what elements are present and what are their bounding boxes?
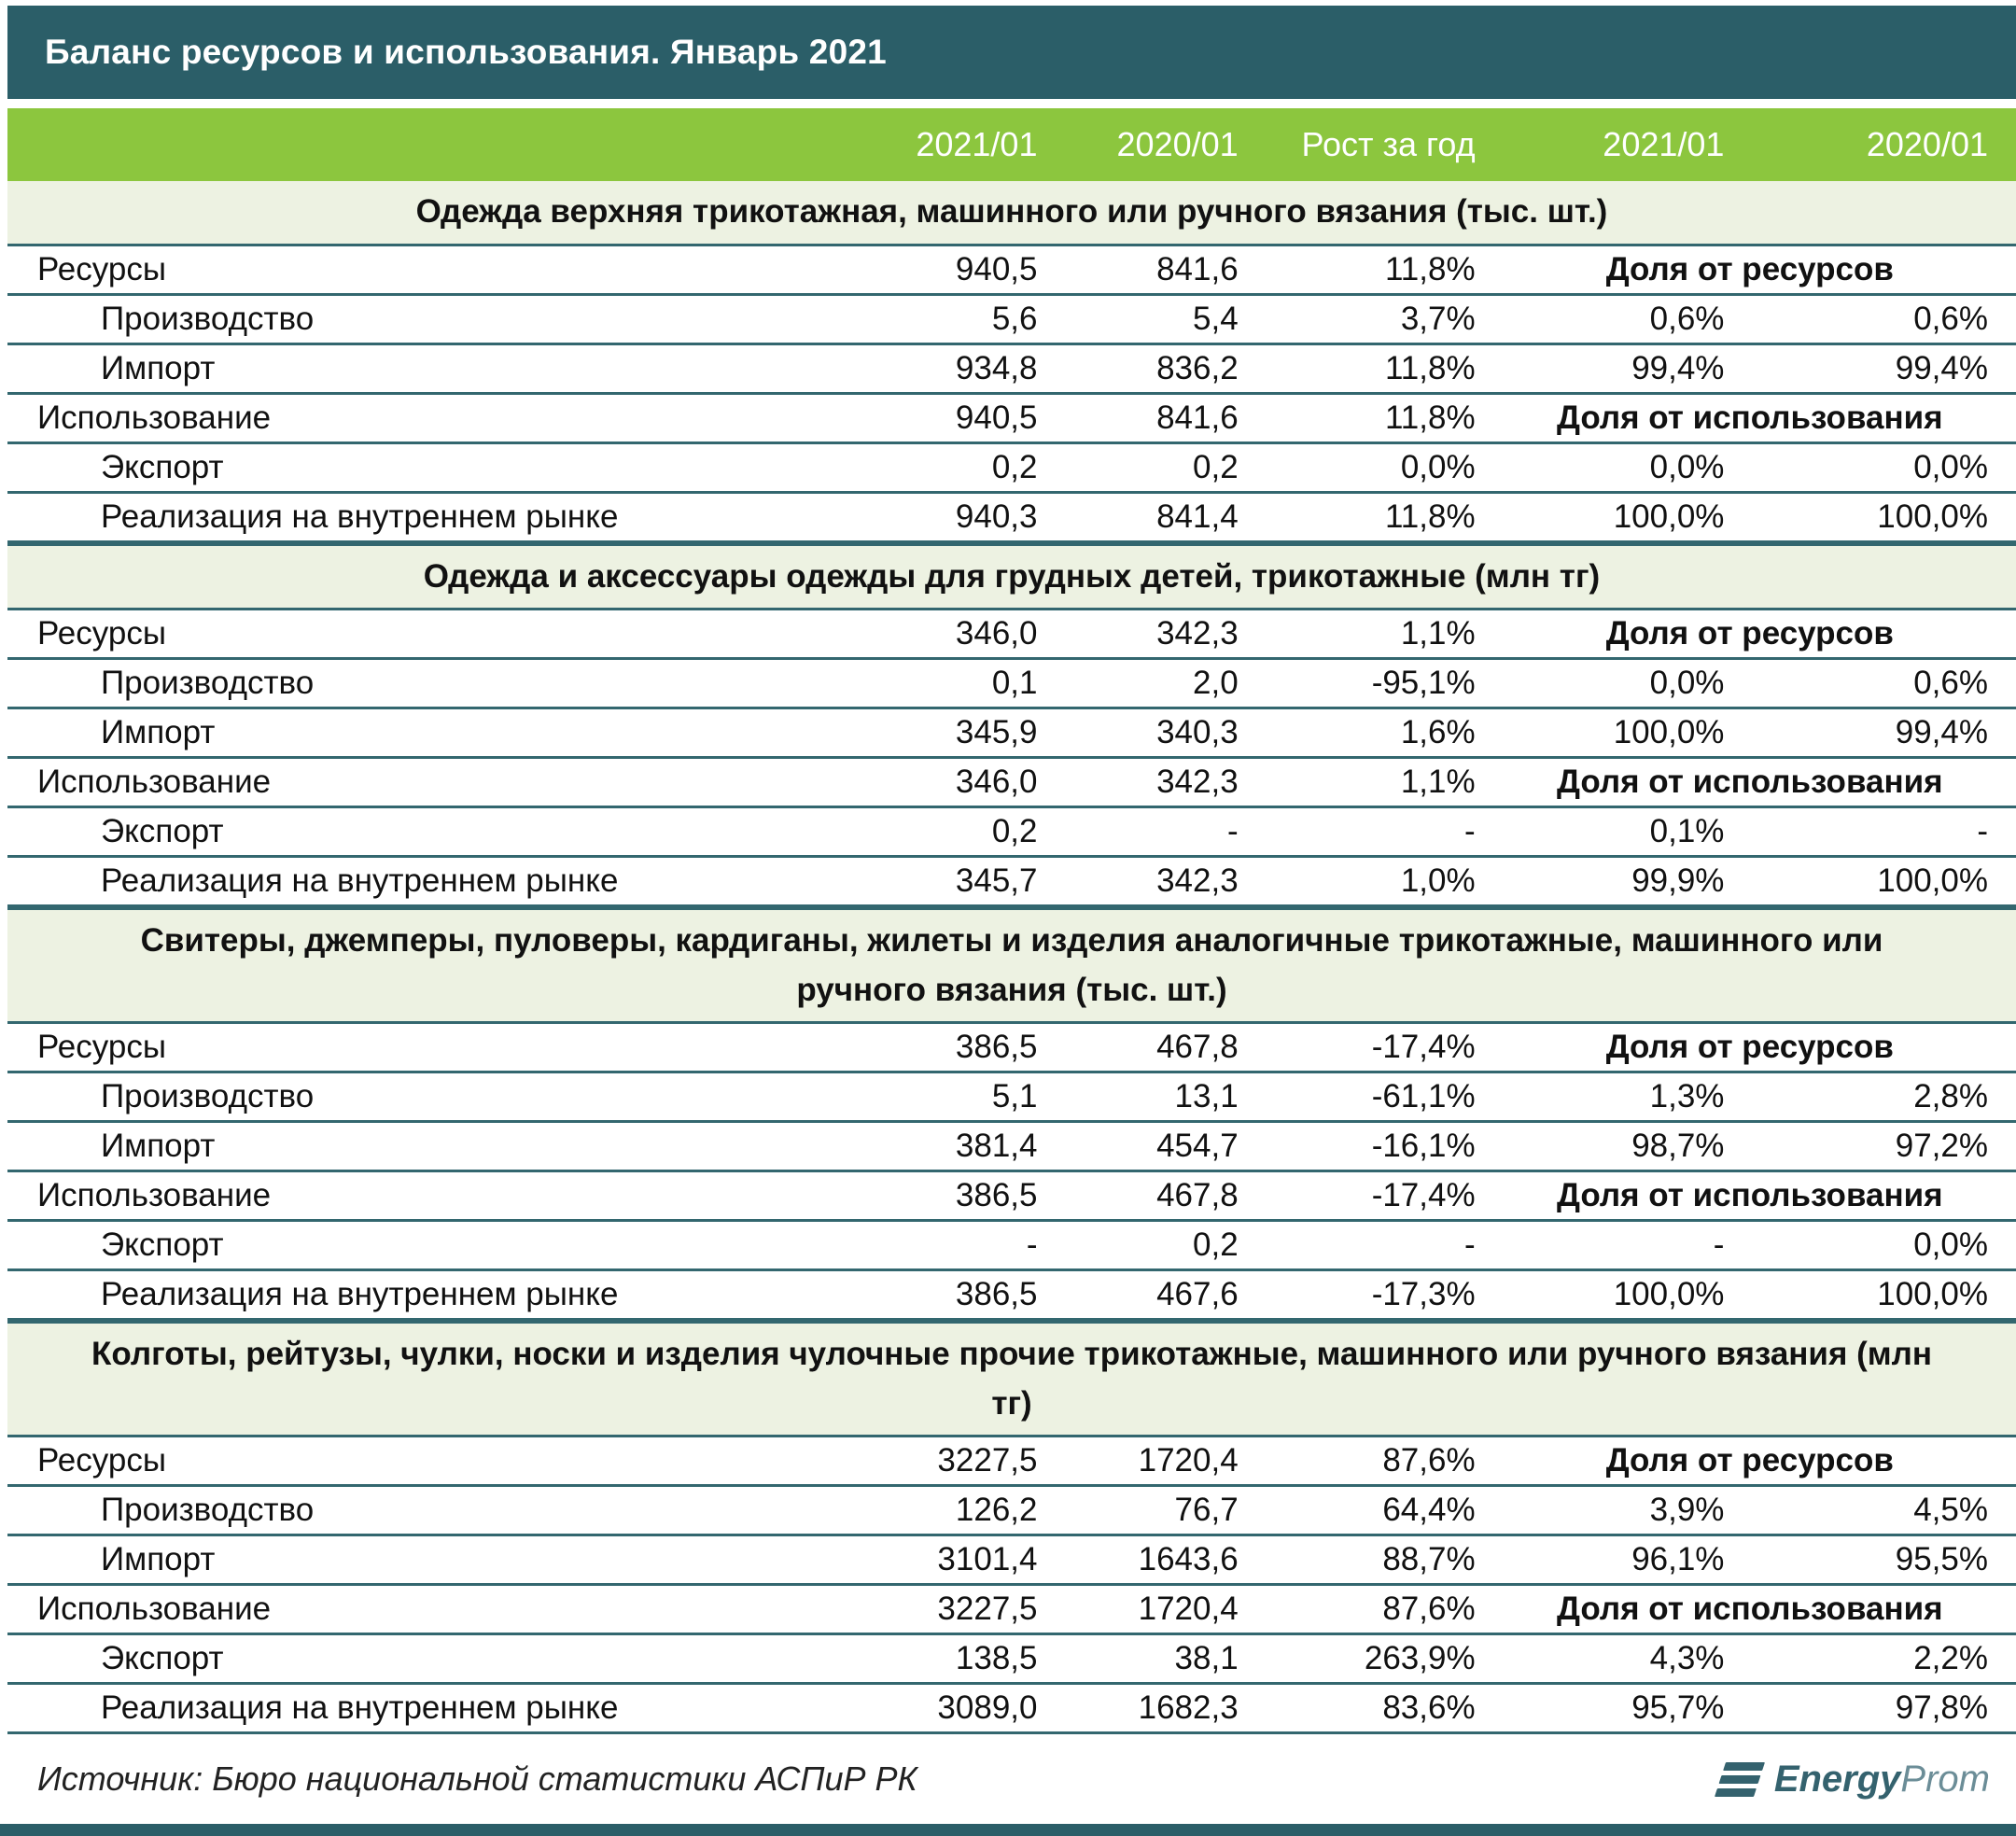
value-cell: 0,1 xyxy=(851,660,1058,709)
value-cell: 11,8% xyxy=(1259,494,1496,543)
value-cell: 1,1% xyxy=(1259,759,1496,808)
value-cell: 940,3 xyxy=(851,494,1058,543)
column-header-2021-01: 2021/01 xyxy=(916,125,1038,163)
value-cell: 76,7 xyxy=(1057,1487,1258,1536)
value-cell: 467,6 xyxy=(1057,1271,1258,1321)
value-cell: 1643,6 xyxy=(1057,1536,1258,1586)
table-row xyxy=(7,1685,2016,1734)
share-heading-cell: Доля от использования xyxy=(1496,395,2016,444)
share-value-cell: 100,0% xyxy=(1496,1271,1745,1321)
table-row xyxy=(7,296,2016,345)
value-cell: 126,2 xyxy=(851,1487,1058,1536)
row-label: Импорт xyxy=(7,709,851,759)
value-cell: 342,3 xyxy=(1057,759,1258,808)
table-row xyxy=(7,1487,2016,1536)
value-cell: 0,0% xyxy=(1259,444,1496,494)
value-cell: 64,4% xyxy=(1259,1487,1496,1536)
share-value-cell: 0,0% xyxy=(1496,444,1745,494)
row-label: Экспорт xyxy=(7,444,851,494)
value-cell: 0,2 xyxy=(1057,1222,1258,1271)
value-cell: 346,0 xyxy=(851,759,1058,808)
table-row xyxy=(7,808,2016,858)
energyprom-bars-icon xyxy=(1715,1762,1765,1797)
table-row xyxy=(7,1073,2016,1123)
section-title xyxy=(7,907,2016,1024)
share-value-cell: - xyxy=(1496,1222,1745,1271)
value-cell: 13,1 xyxy=(1057,1073,1258,1123)
share-value-cell: 2,8% xyxy=(1744,1073,2016,1123)
section-title-text: Колготы, рейтузы, чулки, носки и изделия чулочные прочие трикотажные, машинного или ручного вязания (млн тг) xyxy=(91,1336,1933,1422)
share-heading-cell: Доля от использования xyxy=(1496,1172,2016,1222)
row-label: Реализация на внутреннем рынке xyxy=(7,1685,851,1734)
column-header-growth: Рост за год xyxy=(1301,125,1476,163)
value-cell: 5,1 xyxy=(851,1073,1058,1123)
share-value-cell: - xyxy=(1744,808,2016,858)
value-cell: 454,7 xyxy=(1057,1123,1258,1172)
value-cell: 5,4 xyxy=(1057,296,1258,345)
value-cell: 1,1% xyxy=(1259,610,1496,660)
energyprom-logo xyxy=(1720,1759,1990,1801)
value-cell: 841,4 xyxy=(1057,494,1258,543)
section-title xyxy=(7,1321,2016,1437)
value-cell: 11,8% xyxy=(1259,246,1496,296)
table-row xyxy=(7,610,2016,660)
row-label: Использование xyxy=(7,1586,851,1635)
section-header-row xyxy=(7,543,2016,611)
row-label: Реализация на внутреннем рынке xyxy=(7,858,851,907)
value-cell: 88,7% xyxy=(1259,1536,1496,1586)
value-cell: -17,4% xyxy=(1259,1172,1496,1222)
value-cell: 340,3 xyxy=(1057,709,1258,759)
value-cell: 87,6% xyxy=(1259,1586,1496,1635)
value-cell: - xyxy=(1057,808,1258,858)
share-heading-cell: Доля от ресурсов xyxy=(1496,1024,2016,1073)
value-cell: 381,4 xyxy=(851,1123,1058,1172)
share-value-cell: 97,2% xyxy=(1744,1123,2016,1172)
value-cell: 3101,4 xyxy=(851,1536,1058,1586)
row-label: Ресурсы xyxy=(7,610,851,660)
share-value-cell: 99,9% xyxy=(1496,858,1745,907)
value-cell: -16,1% xyxy=(1259,1123,1496,1172)
row-label: Ресурсы xyxy=(7,246,851,296)
value-cell: 841,6 xyxy=(1057,246,1258,296)
share-value-cell: 1,3% xyxy=(1496,1073,1745,1123)
bottom-bar xyxy=(0,1824,2016,1836)
share-value-cell: 95,7% xyxy=(1496,1685,1745,1734)
share-heading-cell: Доля от ресурсов xyxy=(1496,1437,2016,1487)
table-row xyxy=(7,858,2016,907)
value-cell: 1,6% xyxy=(1259,709,1496,759)
share-value-cell: 2,2% xyxy=(1744,1635,2016,1685)
share-value-cell: 3,9% xyxy=(1496,1487,1745,1536)
table-row xyxy=(7,1222,2016,1271)
value-cell: 0,2 xyxy=(851,808,1058,858)
value-cell: 3,7% xyxy=(1259,296,1496,345)
share-value-cell: 100,0% xyxy=(1744,494,2016,543)
share-heading-cell: Доля от ресурсов xyxy=(1496,246,2016,296)
value-cell: 83,6% xyxy=(1259,1685,1496,1734)
share-value-cell: 98,7% xyxy=(1496,1123,1745,1172)
value-cell: - xyxy=(851,1222,1058,1271)
row-label: Импорт xyxy=(7,1536,851,1586)
value-cell: 940,5 xyxy=(851,395,1058,444)
row-label: Экспорт xyxy=(7,808,851,858)
report-page xyxy=(0,6,2016,1824)
share-value-cell: 0,6% xyxy=(1744,296,2016,345)
section-title-text: Свитеры, джемперы, пуловеры, кардиганы, жилеты и изделия аналогичные трикотажные, машинного или ручного вязания (тыс. шт.) xyxy=(140,922,1883,1008)
column-header-share-2021-01: 2021/01 xyxy=(1603,125,1725,163)
row-label: Производство xyxy=(7,296,851,345)
table-row xyxy=(7,660,2016,709)
share-value-cell: 0,0% xyxy=(1744,444,2016,494)
logo-prom-text: Prom xyxy=(1900,1758,1990,1800)
share-value-cell: 100,0% xyxy=(1744,1271,2016,1321)
share-value-cell: 99,4% xyxy=(1496,345,1745,395)
value-cell: 345,7 xyxy=(851,858,1058,907)
row-label: Реализация на внутреннем рынке xyxy=(7,1271,851,1321)
row-label: Использование xyxy=(7,759,851,808)
section-header-row xyxy=(7,1321,2016,1437)
value-cell: 5,6 xyxy=(851,296,1058,345)
section-title-text: Одежда и аксессуары одежды для грудных детей, трикотажные (млн тг) xyxy=(423,557,1601,595)
value-cell: - xyxy=(1259,1222,1496,1271)
share-value-cell: 100,0% xyxy=(1744,858,2016,907)
table-row xyxy=(7,1536,2016,1586)
share-value-cell: 4,5% xyxy=(1744,1487,2016,1536)
value-cell: 934,8 xyxy=(851,345,1058,395)
value-cell: 87,6% xyxy=(1259,1437,1496,1487)
table-body xyxy=(7,181,2016,1734)
share-value-cell: 97,8% xyxy=(1744,1685,2016,1734)
share-value-cell: 96,1% xyxy=(1496,1536,1745,1586)
row-label: Производство xyxy=(7,660,851,709)
table-row xyxy=(7,1172,2016,1222)
share-value-cell: 99,4% xyxy=(1744,709,2016,759)
row-label: Производство xyxy=(7,1487,851,1536)
value-cell: 3227,5 xyxy=(851,1586,1058,1635)
share-value-cell: 100,0% xyxy=(1496,709,1745,759)
value-cell: 342,3 xyxy=(1057,610,1258,660)
value-cell: 2,0 xyxy=(1057,660,1258,709)
row-label: Использование xyxy=(7,1172,851,1222)
value-cell: 11,8% xyxy=(1259,345,1496,395)
value-cell: 467,8 xyxy=(1057,1024,1258,1073)
value-cell: 345,9 xyxy=(851,709,1058,759)
value-cell: 467,8 xyxy=(1057,1172,1258,1222)
share-heading-cell: Доля от использования xyxy=(1496,1586,2016,1635)
table-row xyxy=(7,444,2016,494)
table-row xyxy=(7,345,2016,395)
value-cell: 386,5 xyxy=(851,1271,1058,1321)
column-header-2020-01: 2020/01 xyxy=(1116,125,1239,163)
value-cell: - xyxy=(1259,808,1496,858)
table-row xyxy=(7,1123,2016,1172)
share-value-cell: 99,4% xyxy=(1744,345,2016,395)
share-heading-cell: Доля от использования xyxy=(1496,759,2016,808)
value-cell: 940,5 xyxy=(851,246,1058,296)
value-cell: -17,4% xyxy=(1259,1024,1496,1073)
share-value-cell: 0,1% xyxy=(1496,808,1745,858)
value-cell: 263,9% xyxy=(1259,1635,1496,1685)
row-label: Экспорт xyxy=(7,1222,851,1271)
value-cell: 841,6 xyxy=(1057,395,1258,444)
row-label: Использование xyxy=(7,395,851,444)
footer xyxy=(7,1734,2016,1824)
share-value-cell: 100,0% xyxy=(1496,494,1745,543)
table-row xyxy=(7,494,2016,543)
logo-energy-text: Energy xyxy=(1773,1758,1901,1800)
column-header-empty xyxy=(7,108,851,181)
share-value-cell: 0,6% xyxy=(1744,660,2016,709)
table-row xyxy=(7,709,2016,759)
value-cell: 0,2 xyxy=(1057,444,1258,494)
row-label: Импорт xyxy=(7,345,851,395)
table-row xyxy=(7,1271,2016,1321)
share-heading-cell: Доля от ресурсов xyxy=(1496,610,2016,660)
share-value-cell: 4,3% xyxy=(1496,1635,1745,1685)
value-cell: 11,8% xyxy=(1259,395,1496,444)
source-note: Источник: Бюро национальной статистики АСПиР РК xyxy=(37,1759,917,1798)
table-row xyxy=(7,1635,2016,1685)
value-cell: -61,1% xyxy=(1259,1073,1496,1123)
value-cell: 1720,4 xyxy=(1057,1586,1258,1635)
value-cell: 0,2 xyxy=(851,444,1058,494)
table-row xyxy=(7,395,2016,444)
value-cell: -17,3% xyxy=(1259,1271,1496,1321)
row-label: Производство xyxy=(7,1073,851,1123)
value-cell: 38,1 xyxy=(1057,1635,1258,1685)
value-cell: 3089,0 xyxy=(851,1685,1058,1734)
table-row xyxy=(7,1024,2016,1073)
value-cell: 1682,3 xyxy=(1057,1685,1258,1734)
column-header-share-2020-01: 2020/01 xyxy=(1866,125,1988,163)
share-value-cell: 0,0% xyxy=(1496,660,1745,709)
value-cell: 836,2 xyxy=(1057,345,1258,395)
share-value-cell: 0,6% xyxy=(1496,296,1745,345)
share-value-cell: 95,5% xyxy=(1744,1536,2016,1586)
column-header-row xyxy=(7,108,2016,181)
value-cell: 386,5 xyxy=(851,1172,1058,1222)
value-cell: 386,5 xyxy=(851,1024,1058,1073)
balance-table xyxy=(7,108,2016,1734)
table-row xyxy=(7,759,2016,808)
value-cell: 3227,5 xyxy=(851,1437,1058,1487)
value-cell: -95,1% xyxy=(1259,660,1496,709)
row-label: Ресурсы xyxy=(7,1024,851,1073)
section-title-text: Одежда верхняя трикотажная, машинного или ручного вязания (тыс. шт.) xyxy=(415,193,1608,230)
row-label: Реализация на внутреннем рынке xyxy=(7,494,851,543)
energyprom-logo-text xyxy=(1774,1759,1990,1801)
row-label: Экспорт xyxy=(7,1635,851,1685)
section-title xyxy=(7,543,2016,611)
value-cell: 342,3 xyxy=(1057,858,1258,907)
share-value-cell: 0,0% xyxy=(1744,1222,2016,1271)
section-header-row xyxy=(7,907,2016,1024)
page-title: Баланс ресурсов и использования. Январь 2021 xyxy=(45,33,887,71)
row-label: Ресурсы xyxy=(7,1437,851,1487)
value-cell: 346,0 xyxy=(851,610,1058,660)
value-cell: 138,5 xyxy=(851,1635,1058,1685)
value-cell: 1,0% xyxy=(1259,858,1496,907)
table-row xyxy=(7,1437,2016,1487)
section-title xyxy=(7,181,2016,246)
title-bar xyxy=(7,6,2016,99)
table-row xyxy=(7,246,2016,296)
section-header-row xyxy=(7,181,2016,246)
row-label: Импорт xyxy=(7,1123,851,1172)
value-cell: 1720,4 xyxy=(1057,1437,1258,1487)
table-row xyxy=(7,1586,2016,1635)
